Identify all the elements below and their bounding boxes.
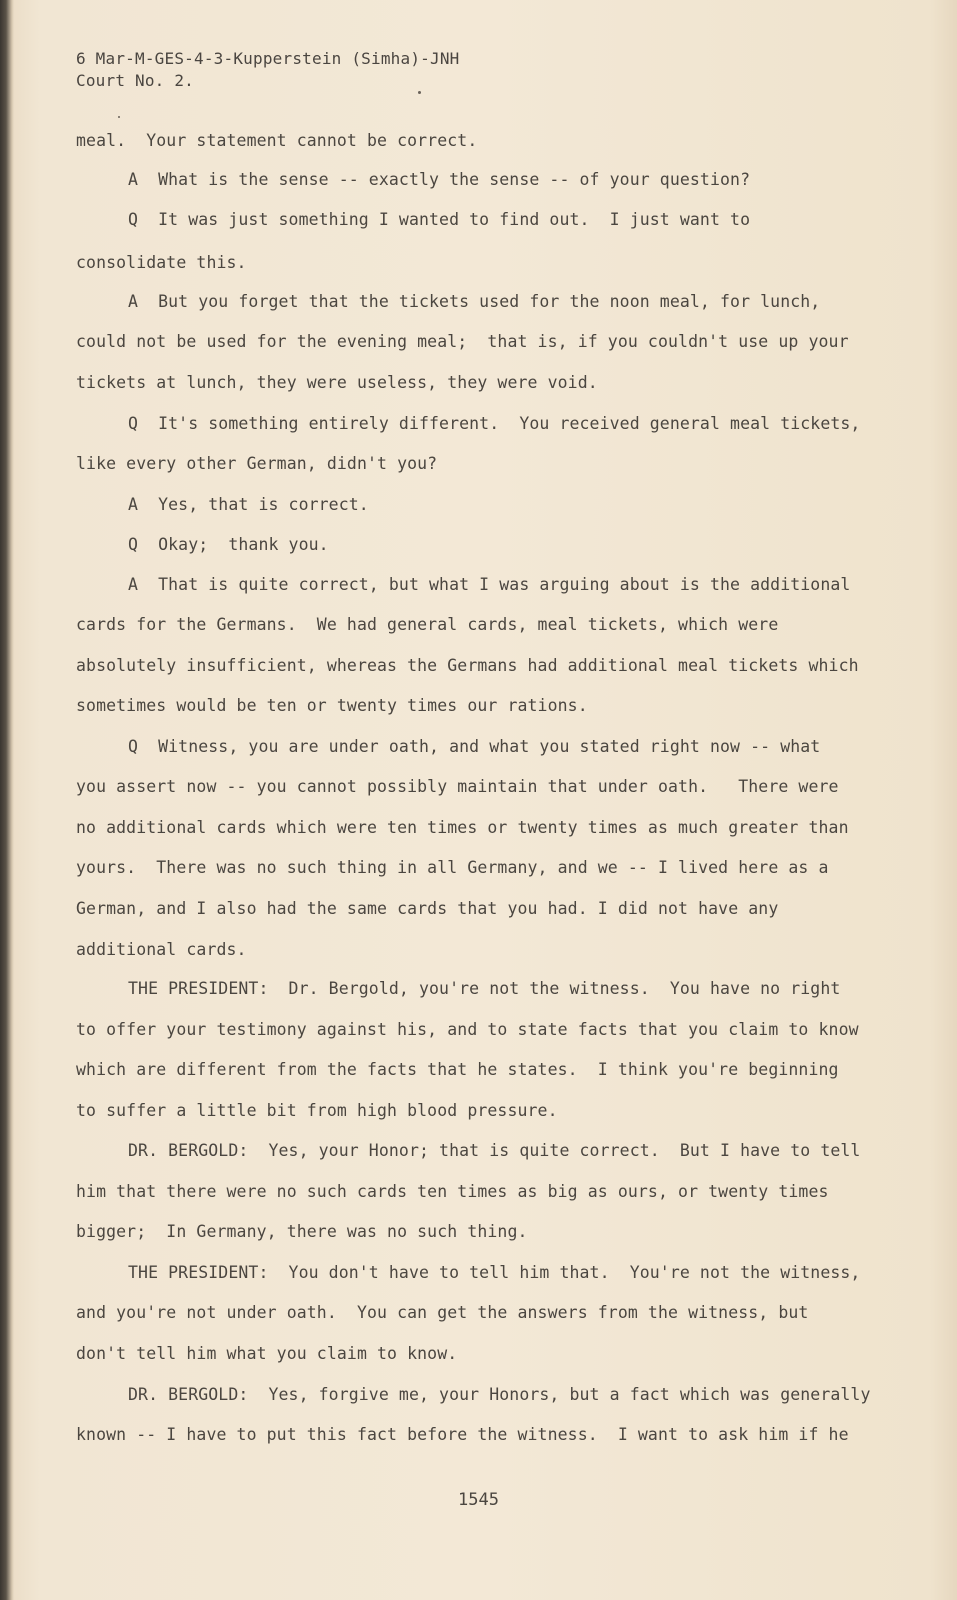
transcript-line: and you're not under oath. You can get the answers from the witness, but bbox=[76, 1303, 809, 1322]
transcript-line: A Yes, that is correct. bbox=[128, 495, 369, 514]
transcript-line: consolidate this. bbox=[76, 253, 247, 272]
transcript-line: like every other German, didn't you? bbox=[76, 454, 438, 473]
transcript-line: yours. There was no such thing in all Germany, and we -- I lived here as a bbox=[76, 858, 829, 877]
ink-speck bbox=[418, 91, 421, 94]
transcript-line: German, and I also had the same cards that you had. I did not have any bbox=[76, 899, 779, 918]
transcript-line: Q It was just something I wanted to find out. I just want to bbox=[128, 210, 751, 229]
page-torn-edge bbox=[0, 0, 14, 1600]
transcript-line: DR. BERGOLD: Yes, your Honor; that is quite correct. But I have to tell bbox=[128, 1141, 861, 1160]
transcript-line: THE PRESIDENT: You don't have to tell him that. You're not the witness, bbox=[128, 1263, 861, 1282]
transcript-line: could not be used for the evening meal; that is, if you couldn't use up your bbox=[76, 332, 849, 351]
transcript-line: Q It's something entirely different. You received general meal tickets, bbox=[128, 414, 861, 433]
transcript-line: A What is the sense -- exactly the sense -- of your question? bbox=[128, 170, 751, 189]
transcript-line: absolutely insufficient, whereas the Germans had additional meal tickets which bbox=[76, 656, 859, 675]
transcript-line: A That is quite correct, but what I was arguing about is the additional bbox=[128, 575, 851, 594]
transcript-line: you assert now -- you cannot possibly maintain that under oath. There were bbox=[76, 777, 839, 796]
transcript-line: to offer your testimony against his, and to state facts that you claim to know bbox=[76, 1020, 859, 1039]
transcript-line: additional cards. bbox=[76, 940, 247, 959]
transcript-line: Q Okay; thank you. bbox=[128, 535, 329, 554]
transcript-line: him that there were no such cards ten times as big as ours, or twenty times bbox=[76, 1182, 829, 1201]
page-number: 1545 bbox=[458, 1490, 499, 1510]
transcript-line: bigger; In Germany, there was no such thing. bbox=[76, 1222, 528, 1241]
transcript-line: DR. BERGOLD: Yes, forgive me, your Honors, but a fact which was generally bbox=[128, 1385, 871, 1404]
transcript-line: Q Witness, you are under oath, and what you stated right now -- what bbox=[128, 737, 821, 756]
transcript-line: which are different from the facts that he states. I think you're beginning bbox=[76, 1060, 839, 1079]
transcript-line: to suffer a little bit from high blood pressure. bbox=[76, 1101, 558, 1120]
transcript-line: cards for the Germans. We had general cards, meal tickets, which were bbox=[76, 615, 779, 634]
header-case-reference: 6 Mar-M-GES-4-3-Kupperstein (Simha)-JNH bbox=[76, 49, 460, 68]
ink-speck bbox=[118, 116, 120, 118]
page-header bbox=[76, 48, 459, 92]
transcript-line: no additional cards which were ten times or twenty times as much greater than bbox=[76, 818, 849, 837]
transcript-line: known -- I have to put this fact before the witness. I want to ask him if he bbox=[76, 1425, 849, 1444]
transcript-line: A But you forget that the tickets used for the noon meal, for lunch, bbox=[128, 292, 821, 311]
transcript-line: don't tell him what you claim to know. bbox=[76, 1344, 458, 1363]
transcript-line: THE PRESIDENT: Dr. Bergold, you're not the witness. You have no right bbox=[128, 979, 841, 998]
transcript-line: tickets at lunch, they were useless, they were void. bbox=[76, 373, 598, 392]
header-court-number: Court No. 2. bbox=[76, 71, 194, 90]
transcript-line: meal. Your statement cannot be correct. bbox=[76, 131, 478, 150]
transcript-line: sometimes would be ten or twenty times our rations. bbox=[76, 696, 588, 715]
